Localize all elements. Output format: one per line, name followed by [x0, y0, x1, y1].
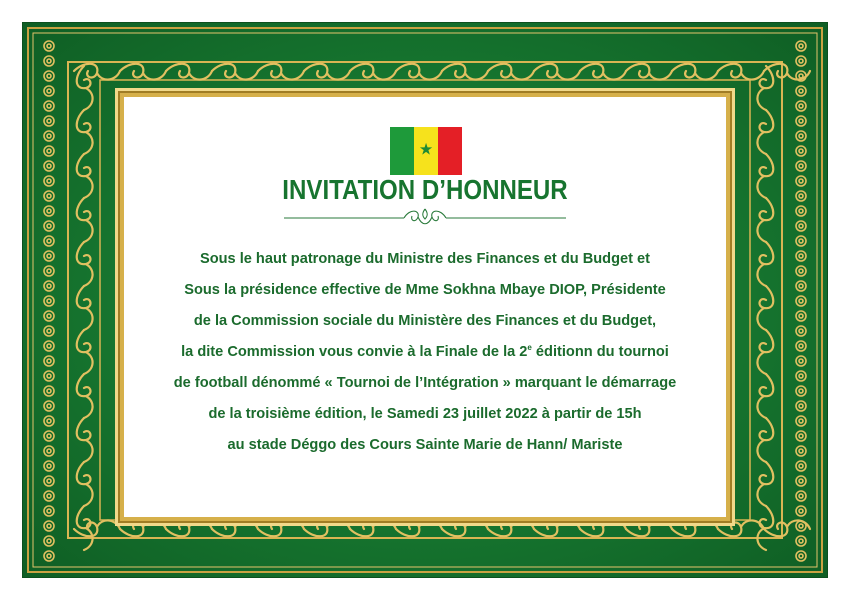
body-line-4-end: éditionn du tournoi: [531, 344, 669, 360]
body-line-5: de football dénommé « Tournoi de l’Intégration » marquant le démarrage: [173, 375, 677, 391]
flag-yellow-band: [414, 127, 438, 175]
invitation-title: INVITATION D’HONNEUR: [282, 174, 568, 205]
body-line-7: au stade Déggo des Cours Sainte Marie de Hann/ Mariste: [227, 437, 623, 453]
flag-red-band: [438, 127, 462, 175]
body-line-4-start: la dite Commission vous convie à la Finale de la 2: [181, 344, 528, 360]
flag-green-band: [390, 127, 414, 175]
body-line-1: Sous le haut patronage du Ministre des Finances et du Budget et: [199, 251, 651, 267]
senegal-flag: [390, 127, 462, 175]
invitation-body: [120, 244, 730, 461]
invitation-card: [22, 22, 828, 578]
body-line-4: [120, 337, 730, 368]
body-line-2: Sous la présidence effective de Mme Sokhna Mbaye DIOP, Présidente: [184, 282, 666, 298]
superscript-e: e: [527, 343, 532, 352]
body-line-6: de la troisième édition, le Samedi 23 juillet 2022 à partir de 15h: [208, 406, 642, 422]
body-line-3: de la Commission sociale du Ministère des Finances et du Budget,: [193, 313, 657, 329]
star-icon: ★: [418, 141, 434, 159]
flourish-divider-icon: [284, 206, 566, 228]
